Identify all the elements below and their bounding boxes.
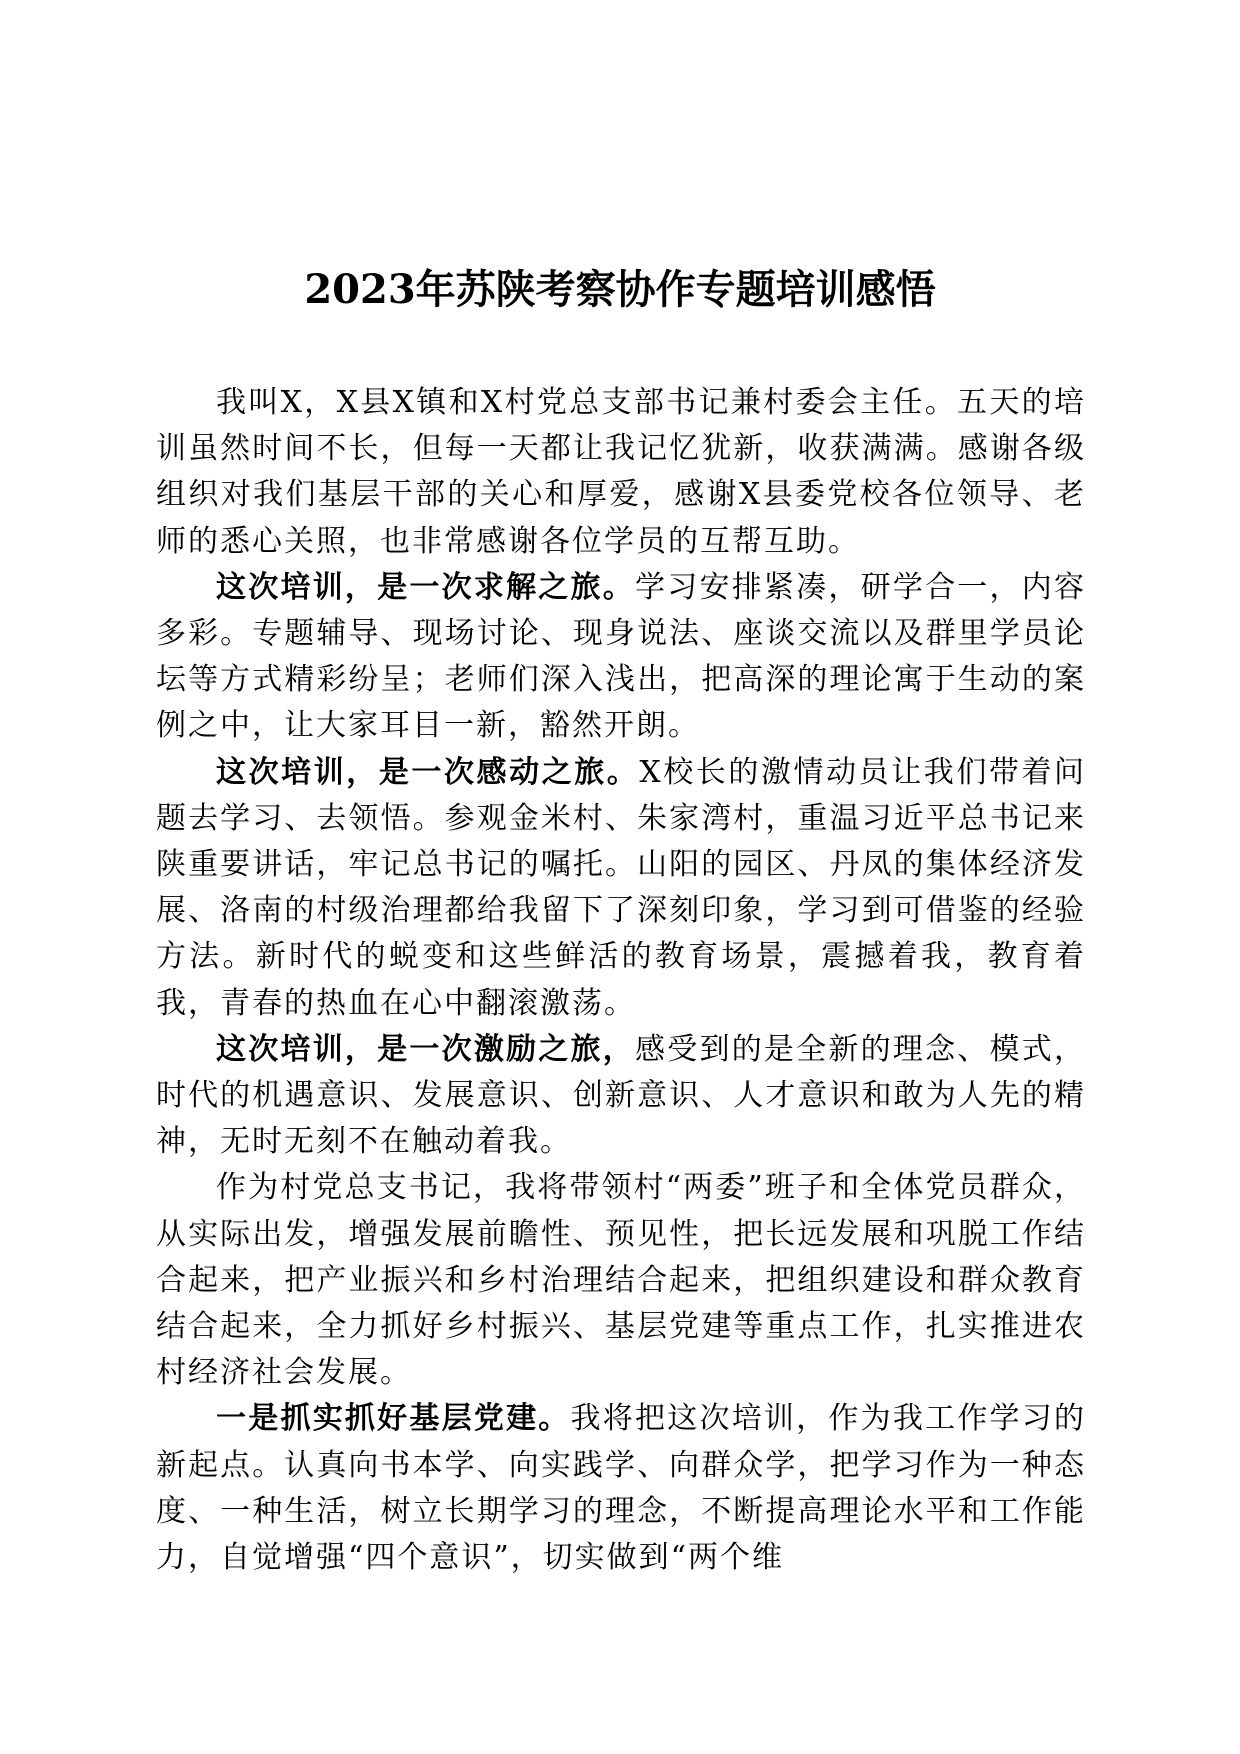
paragraph-text: 我将把这次培训，作为我工作学习的新起点。认真向书本学、向实践学、向群众学，把学习作为一种态度、一种生活，树立长期学习的理念，不断提高理论水平和工作能力，自觉增强“四个意识”，切实做到“两个维 (156, 1401, 1087, 1576)
paragraph-journey-solving (156, 565, 1086, 750)
paragraph-text: 作为村党总支书记，我将带领村“两委”班子和全体党员群众，从实际出发，增强发展前瞻性、预见性，把长远发展和巩脱工作结合起来，把产业振兴和乡村治理结合起来，把组织建设和群众教育结合起来，全力抓好乡村振兴、基层党建等重点工作，扎实推进农村经济社会发展。 (156, 1170, 1086, 1391)
paragraph-lead: 这次培训，是一次求解之旅。 (216, 569, 635, 605)
paragraph-journey-moving (156, 750, 1086, 1027)
paragraph-journey-inspiring (156, 1027, 1086, 1166)
paragraph-text: X校长的激情动员让我们带着问题去学习、去领悟。参观金米村、朱家湾村，重温习近平总书记来陕重要讲话，牢记总书记的嘱托。山阳的园区、丹凤的集体经济发展、洛南的村级治理都给我留下了深刻印象，学习到可借鉴的经验方法。新时代的蜕变和这些鲜活的教育场景，震撼着我，教育着我，青春的热血在心中翻滚激荡。 (156, 754, 1087, 1021)
paragraph-commitment (156, 1165, 1086, 1396)
paragraph-text: 学习安排紧凑，研学合一，内容多彩。专题辅导、现场讨论、现身说法、座谈交流以及群里学员论坛等方式精彩纷呈；老师们深入浅出，把高深的理论寓于生动的案例之中，让大家耳目一新，豁然开朗。 (156, 569, 1086, 744)
document-body (156, 380, 1086, 1581)
paragraph-intro (156, 380, 1086, 565)
paragraph-party-building (156, 1396, 1086, 1581)
paragraph-lead: 一是抓实抓好基层党建。 (216, 1401, 571, 1437)
paragraph-lead: 这次培训，是一次感动之旅。 (216, 754, 640, 790)
paragraph-lead: 这次培训，是一次激励之旅， (216, 1031, 635, 1067)
paragraph-text: 感受到的是全新的理念、模式，时代的机遇意识、发展意识、创新意识、人才意识和敢为人先的精神，无时无刻不在触动着我。 (156, 1031, 1086, 1160)
paragraph-text: 我叫X，X县X镇和X村党总支部书记兼村委会主任。五天的培训虽然时间不长，但每一天都让我记忆犹新，收获满满。感谢各级组织对我们基层干部的关心和厚爱，感谢X县委党校各位领导、老师的悉心关照，也非常感谢各位学员的互帮互助。 (156, 385, 1086, 559)
document-title: 2023年苏陕考察协作专题培训感悟 (304, 266, 936, 313)
